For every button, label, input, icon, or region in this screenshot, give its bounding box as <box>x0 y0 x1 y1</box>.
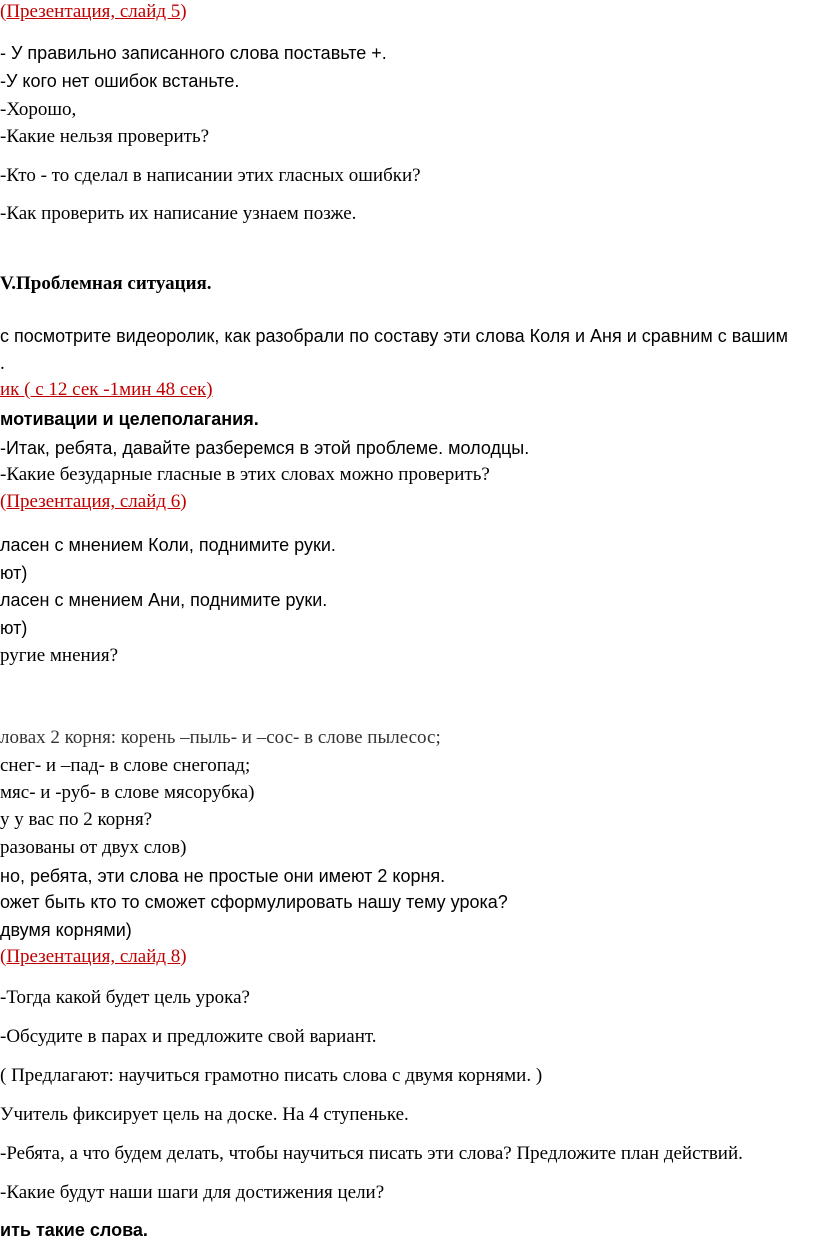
presentation-ref-slide-6 <box>0 490 187 514</box>
section-heading-motivation: мотивации и целеполагания. <box>0 409 259 429</box>
text-line: с посмотрите видеоролик, как разобрали по составу эти слова Коля и Аня и сравним с вашим <box>0 326 788 346</box>
text-line: -Как проверить их написание узнаем позже. <box>0 203 357 224</box>
text-line: -Какие безударные гласные в этих словах можно проверить? <box>0 464 490 485</box>
text-line: -У кого нет ошибок встаньте. <box>0 71 240 91</box>
text-line: разованы от двух слов) <box>0 837 187 858</box>
open-paren: ( <box>0 946 7 967</box>
close-paren: ) <box>180 491 187 512</box>
text-line: мяс- и -руб- в слове мясорубка) <box>0 782 255 803</box>
text-line: -Обсудите в парах и предложите свой вариант. <box>0 1026 377 1047</box>
text-line: -Какие нельзя проверить? <box>0 126 210 147</box>
text-line: ожет быть кто то сможет сформулировать нашу тему урока? <box>0 892 508 912</box>
text-line: ловах 2 корня: корень –пыль- и –сос- в слове пылесос; <box>0 727 441 748</box>
text-line: Учитель фиксирует цель на доске. На 4 ступеньке. <box>0 1104 409 1125</box>
presentation-link-slide-6[interactable]: Презентация, слайд 6 <box>6 491 181 512</box>
text-line: -Хорошо, <box>0 99 77 120</box>
text-line: двумя корнями) <box>0 920 132 940</box>
presentation-ref-slide-8 <box>0 945 187 969</box>
presentation-link-slide-5[interactable]: Презентация, слайд 5 <box>6 1 181 22</box>
text-line: - У правильно записанного слова поставьте +. <box>0 43 387 63</box>
open-paren: ( <box>0 491 7 512</box>
open-paren: ( <box>0 1 7 22</box>
text-line: ить такие слова. <box>0 1220 148 1240</box>
presentation-ref-slide-5 <box>0 0 187 24</box>
text-line: ласен с мнением Ани, поднимите руки. <box>0 590 328 610</box>
close-paren: ) <box>180 1 187 22</box>
text-line: -Тогда какой будет цель урока? <box>0 987 250 1008</box>
text-line: ругие мнения? <box>0 645 119 666</box>
text-line: -Ребята, а что будем делать, чтобы научиться писать эти слова? Предложите план действий. <box>0 1143 743 1164</box>
section-heading-problem: V.Проблемная ситуация. <box>0 273 212 294</box>
text-line: ют) <box>0 563 28 583</box>
text-line: снег- и –пад- в слове снегопад; <box>0 755 251 776</box>
close-paren: ) <box>180 946 187 967</box>
text-line: ют) <box>0 618 28 638</box>
text-line: ( Предлагают: научиться грамотно писать слова с двумя корнями. ) <box>0 1065 543 1086</box>
text-line: ласен с мнением Коли, поднимите руки. <box>0 535 336 555</box>
text-line: . <box>0 353 5 374</box>
text-line: у у вас по 2 корня? <box>0 809 153 830</box>
presentation-link-slide-8[interactable]: Презентация, слайд 8 <box>6 946 181 967</box>
text-line: -Итак, ребята, давайте разберемся в этой проблеме. молодцы. <box>0 438 530 458</box>
text-line: -Какие будут наши шаги для достижения цели? <box>0 1182 385 1203</box>
text-line: но, ребята, эти слова не простые они имеют 2 корня. <box>0 866 446 886</box>
text-line: -Кто - то сделал в написании этих гласных ошибки? <box>0 165 421 186</box>
video-clip-link[interactable]: ик ( с 12 сек -1мин 48 сек) <box>0 379 213 400</box>
